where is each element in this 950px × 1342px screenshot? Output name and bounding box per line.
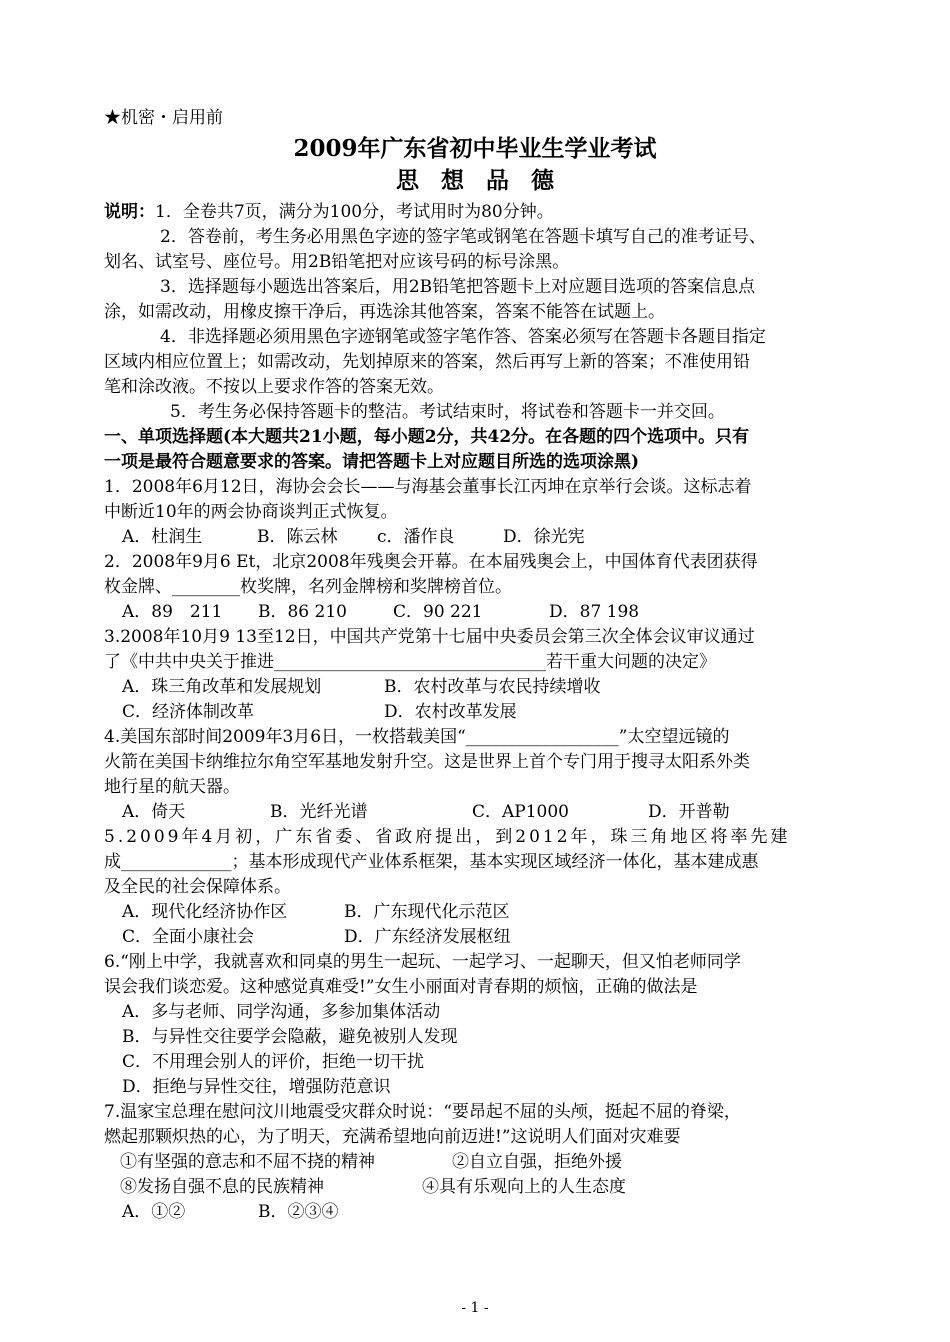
instruction-item: 笔和涂改液。不按以上要求作答的答案无效。	[104, 377, 444, 397]
option-d: D．87 198	[549, 602, 640, 622]
question-4-options	[122, 800, 730, 824]
question-3-cont: 了《中共中央关于推进________________________________若干重大问题的决定》	[104, 652, 716, 672]
option-c: C．经济体制改革	[122, 702, 255, 722]
option-b: B．②③④	[258, 1202, 339, 1222]
option-b: B．光纤光谱	[270, 802, 368, 822]
option-a: A．多与老师、同学沟通，多参加集体活动	[122, 1002, 441, 1022]
option-a: A．杜润生	[122, 527, 203, 547]
option-d: D．广东经济发展枢纽	[344, 927, 511, 947]
instruction-item: 涂，如需改动，用橡皮擦干净后，再选涂其他答案，答案不能答在试题上。	[104, 302, 665, 322]
option-c: c．潘作良	[377, 527, 455, 547]
statement-3: ⑧发扬自强不息的民族精神	[120, 1177, 324, 1197]
question-4: 4.美国东部时间2009年3月6日，一枚搭载美国“__________________”太空望远镜的	[104, 727, 730, 747]
statement-1: ①有坚强的意志和不屈不挠的精神	[120, 1152, 375, 1172]
instruction-label: 说明：	[104, 202, 155, 222]
question-5: 5.2009年4月初，广东省委、省政府提出，到2012年，珠三角地区将率先建	[104, 827, 791, 847]
question-4-cont: 地行星的航天器。	[104, 777, 240, 797]
instruction-item: 3．选择题每小题选出答案后，用2B铅笔把答题卡上对应题目选项的答案信息点	[160, 277, 756, 297]
option-c: C．AP1000	[472, 802, 569, 822]
option-b: B．农村改革与农民持续增收	[384, 677, 601, 697]
page-number: - 1 -	[461, 1300, 489, 1316]
question-2: 2．2008年9月6 Et，北京2008年残奥会开幕。在本届残奥会上，中国体育代表团获得	[104, 552, 758, 572]
question-7-items-row2	[120, 1175, 626, 1199]
question-6: 6.“刚上中学，我就喜欢和同桌的男生一起玩、一起学习、一起聊天，但又怕老师同学	[104, 952, 741, 972]
option-d: D．徐光宪	[503, 527, 585, 547]
option-b: B．与异性交往要学会隐蔽，避免被别人发现	[122, 1027, 458, 1047]
statement-4: ④具有乐观向上的人生态度	[422, 1177, 626, 1197]
question-3-options-row2	[122, 700, 517, 724]
question-3-options-row1	[122, 675, 601, 699]
option-d: D．农村改革发展	[384, 702, 517, 722]
exam-title: 2009年广东省初中毕业生学业考试	[293, 135, 657, 162]
section-heading: 一项是最符合题意要求的答案。请把答题卡上对应题目所选的选项涂黑)	[104, 452, 640, 472]
option-d: D．拒绝与异性交往，增强防范意识	[122, 1077, 391, 1097]
option-a: A．89 211	[122, 602, 223, 622]
option-a: A．①②	[122, 1202, 186, 1222]
question-4-cont: 火箭在美国卡纳维拉尔角空军基地发射升空。这是世界上首个专门用于搜寻太阳系外类	[104, 752, 750, 772]
instruction-item: 4．非选择题必须用黑色字迹钢笔或签字笔作答、答案必须写在答题卡各题目指定	[160, 327, 766, 347]
instruction-item: 1．全卷共7页，满分为100分，考试用时为80分钟。	[155, 202, 554, 222]
option-a: A．现代化经济协作区	[122, 902, 288, 922]
instruction-item: 2．答卷前，考生务必用黑色字迹的签字笔或钢笔在答题卡填写自己的准考证号、	[160, 227, 766, 247]
question-7-cont: 燃起那颗炽热的心，为了明天，充满希望地向前迈进!”这说明人们面对灾难要	[104, 1127, 681, 1147]
question-1-cont: 中断近10年的两会协商谈判正式恢复。	[104, 502, 398, 522]
question-5-cont: 及全民的社会保障体系。	[104, 877, 291, 897]
subject-title: 思想品德	[396, 167, 576, 194]
instruction-item: 区域内相应位置上；如需改动，先划掉原来的答案，然后再写上新的答案；不准使用铅	[104, 352, 750, 372]
question-7-items-row1	[120, 1150, 622, 1174]
option-d: D．开普勒	[648, 802, 730, 822]
question-2-options	[122, 600, 639, 624]
question-7: 7.温家宝总理在慰问汶川地震受灾群众时说：“要昂起不屈的头颅，挺起不屈的脊梁，	[104, 1102, 741, 1122]
instruction-item: 5．考生务必保持答题卡的整洁。考试结束时，将试卷和答题卡一并交回。	[170, 402, 725, 422]
option-c: C．90 221	[393, 602, 483, 622]
question-5-cont: 成_____________；基本形成现代产业体系框架，基本实现区域经济一体化，基本建成惠	[104, 852, 759, 872]
option-c: C．全面小康社会	[122, 927, 255, 947]
question-5-options-row1	[122, 900, 510, 924]
instruction-item: 划名、试室号、座位号。用2B铅笔把对应该号码的标号涂黑。	[104, 252, 570, 272]
question-7-options	[122, 1200, 339, 1224]
option-a: A．倚天	[122, 802, 186, 822]
instruction-line	[104, 200, 554, 224]
question-6-cont: 误会我们谈恋爱。这种感觉真难受!”女生小丽面对青春期的烦恼，正确的做法是	[104, 977, 698, 997]
question-5-options-row2	[122, 925, 511, 949]
section-heading: 一、单项选择题(本大题共21小题，每小题2分，共42分。在各题的四个选项中。只有	[104, 427, 750, 447]
option-c: C．不用理会别人的评价，拒绝一切干扰	[122, 1052, 425, 1072]
option-b: B．86 210	[258, 602, 347, 622]
statement-2: ②自立自强，拒绝外援	[452, 1152, 622, 1172]
secret-label: ★机密・启用前	[104, 108, 223, 128]
question-2-cont: 枚金牌、________枚奖牌，名列金牌榜和奖牌榜首位。	[104, 577, 512, 597]
option-b: B．陈云林	[257, 527, 338, 547]
option-b: B．广东现代化示范区	[344, 902, 510, 922]
question-1: 1．2008年6月12日，海协会会长——与海基会董事长江丙坤在京举行会谈。这标志着	[104, 477, 752, 497]
question-3: 3.2008年10月9 13至12日，中国共产党第十七届中央委员会第三次全体会议审议通过	[104, 627, 755, 647]
option-a: A．珠三角改革和发展规划	[122, 677, 322, 697]
question-1-options	[122, 525, 585, 549]
